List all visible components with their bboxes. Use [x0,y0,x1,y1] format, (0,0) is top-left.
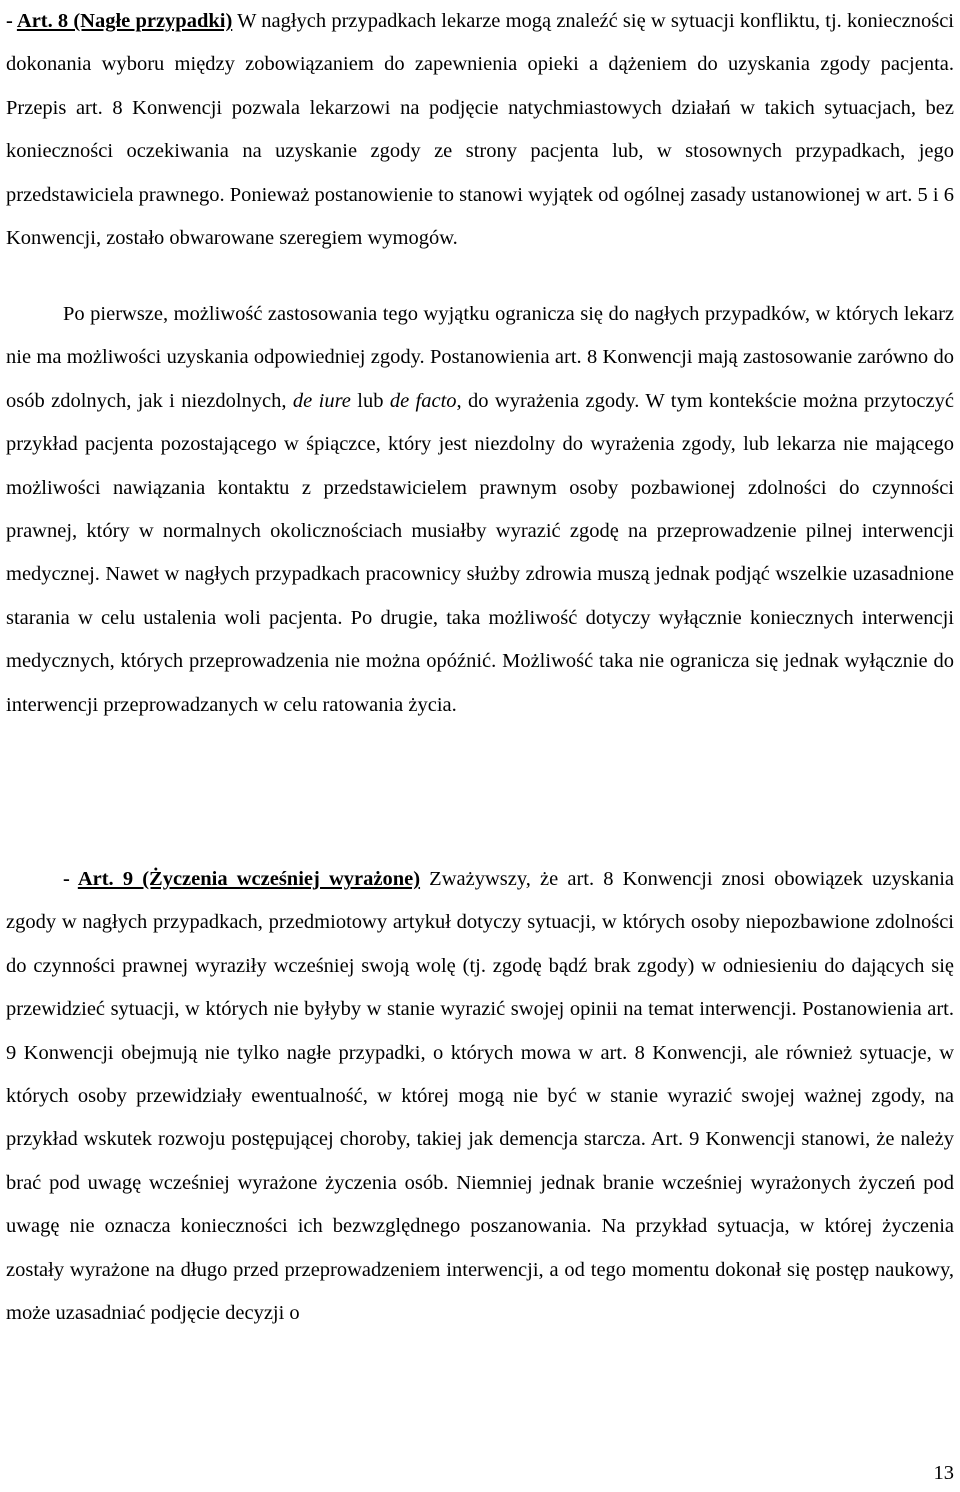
art9-body: Zważywszy, że art. 8 Konwencji znosi obowiązek uzyskania zgody w nagłych przypadkach, przedmiotowy artykuł dotyczy sytuacji, w których osoby niepozbawione zdolności do czynności prawnej wyraziły wcześniej swoją wolę (tj. zgodę bądź brak zgody) w odniesieniu do dających się przewidzieć sytuacji, w których nie byłyby w stanie wyrazić swojej opinii na temat interwencji. Postanowienia art. 9 Konwencji obejmują nie tylko nagłe przypadki, o których mowa w art. 8 Konwencji, ale również sytuacje, w których osoby przewidziały ewentualność, w której mogą nie być w stanie wyrazić swojej ważnej zgody, na przykład wskutek rozwoju postępującej choroby, takiej jak demencja starcza. Art. 9 Konwencji stanowi, że należy brać pod uwagę wcześniej wyrażone życzenia osób. Niemniej jednak branie wcześniej wyrażonych życzeń pod uwagę nie oznacza konieczności ich bezwzględnego poszanowania. Na przykład sytuacja, w której życzenia zostały wyrażone na długo przed przeprowadzeniem interwencji, a od tego momentu dokonał się postęp naukowy, może uzasadniać podjęcie decyzji o [6,868,954,1325]
art9-heading [78,868,420,890]
art8-cont-text-b: lub [350,389,390,412]
paragraph-art9 [6,858,954,1335]
art9-prefix: - [63,868,78,890]
art8-heading [17,10,232,32]
paragraph-art8 [6,0,954,260]
art8-heading-text: Art. 8 (Nagłe przypadki) [16,10,233,32]
art8-cont-text-c: , do wyrażenia zgody. W tym kontekście można przytoczyć przykład pacjenta pozostającego w śpiączce, który jest niezdolny do wyrażenia zgody, lub lekarza nie mającego możliwości nawiązania kontaktu z przedstawicielem prawnym osoby pozbawionej zdolności do czynności prawnej, który w normalnych okolicznościach musiałby wyrazić zgodę na przeprowadzenie pilnej interwencji medycznej. Nawet w nagłych przypadkach pracownicy służby zdrowia muszą jednak podjąć wszelkie uzasadnione starania w celu ustalenia woli pacjenta. Po drugie, taka możliwość dotyczy wyłącznie koniecznych interwencji medycznych, których przeprowadzenia nie można opóźnić. Możliwość taka nie ogranicza się jednak wyłącznie do interwencji przeprowadzanych w celu ratowania życia. [6,389,954,716]
art9-heading-text: Art. 9 (Życzenia wcześniej wyrażone) [77,868,421,890]
art8-prefix: - [6,10,17,32]
art8-cont-italic-de-iure: de iure [292,389,351,412]
art8-body: W nagłych przypadkach lekarze mogą znaleźć się w sytuacji konfliktu, tj. konieczności dokonania wyboru między zobowiązaniem do zapewnienia opieki a dążeniem do uzyskania zgody pacjenta. Przepis art. 8 Konwencji pozwala lekarzowi na podjęcie natychmiastowych działań w takich sytuacjach, bez konieczności oczekiwania na uzyskanie zgody ze strony pacjenta lub, w stosownych przypadkach, jego przedstawiciela prawnego. Ponieważ postanowienie to stanowi wyjątek od ogólnej zasady ustanowionej w art. 5 i 6 Konwencji, zostało obwarowane szeregiem wymogów. [6,10,954,250]
art8-cont-italic-de-facto: de facto [389,389,457,412]
page-number: 13 [933,1462,954,1484]
paragraph-art8-continued [6,293,954,727]
art8-cont-text-a: Po pierwsze, możliwość zastosowania tego wyjątku ogranicza się do nagłych przypadków, w których lekarz nie ma możliwości uzyskania odpowiedniej zgody. Postanowienia art. 8 Konwencji mają zastosowanie zarówno do osób zdolnych, jak i niezdolnych, [6,303,954,412]
